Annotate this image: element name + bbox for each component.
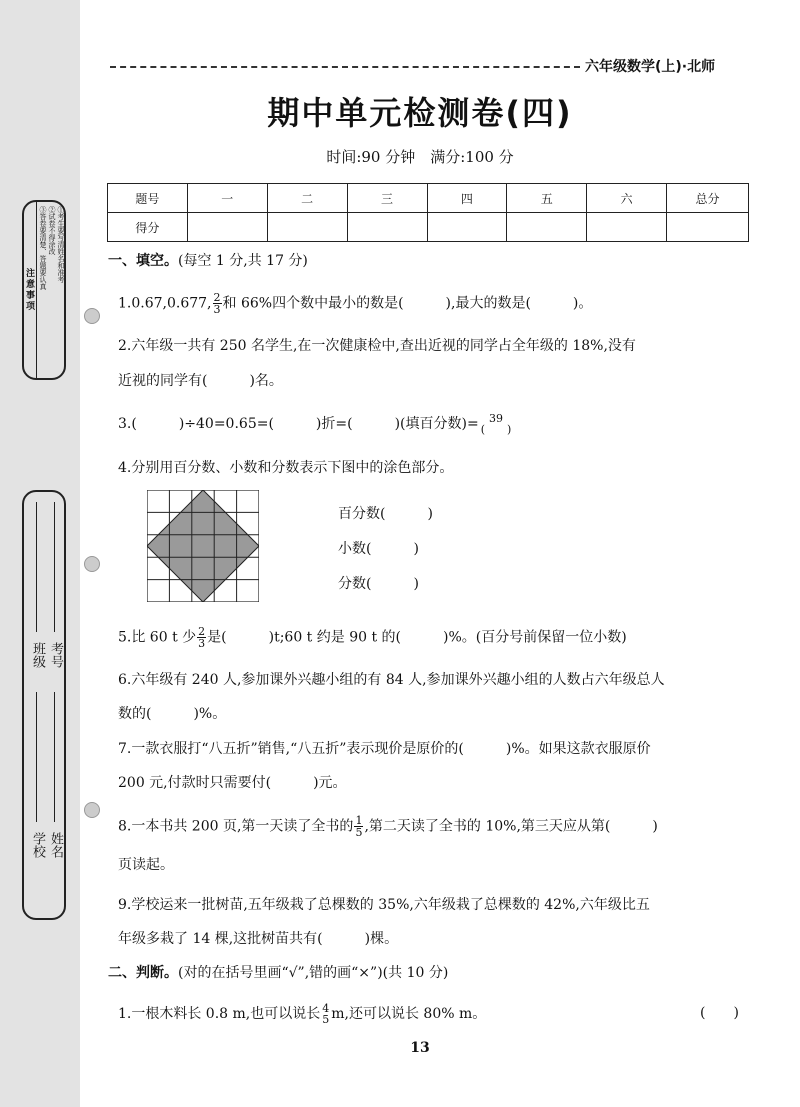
binding-hole — [84, 308, 100, 324]
class-label: 班级 — [30, 642, 45, 668]
question-5: 5.比 60 t 少 $\frac{2}{3}$ 是( )t;60 t 约是 90 t 的( )%。(百分号前保留一位小数) — [118, 625, 627, 650]
score-cell: 三 — [347, 184, 427, 213]
score-input-cell[interactable] — [187, 213, 267, 242]
score-input-cell[interactable] — [267, 213, 347, 242]
question-6-line-2: 数的( )%。 — [118, 706, 227, 722]
exam-info: 时间:90 分钟 满分:100 分 — [326, 148, 514, 166]
series-label: 六年级数学(上)·北师 — [585, 59, 716, 75]
binding-hole — [84, 556, 100, 572]
name-label: 姓名 — [48, 832, 63, 858]
judge-answer-blank[interactable]: ( ) — [700, 1005, 739, 1021]
score-cell: 得分 — [108, 213, 188, 242]
question-4: 4.分别用百分数、小数和分数表示下图中的涂色部分。 — [118, 460, 454, 476]
question-2-line-1: 2.六年级一共有 250 名学生,在一次健康检中,查出近视的同学占全年级的 18%,没有 — [118, 338, 636, 354]
score-table-header-row — [108, 184, 749, 213]
question-3: 3.( )÷40=0.65=( )折=( )(填百分数)= 39 ( ) — [118, 412, 512, 436]
exam-number-line — [54, 502, 55, 632]
score-input-cell[interactable] — [667, 213, 749, 242]
fraction: 39 ( ) — [480, 412, 512, 436]
fraction: $\frac{1}{5}$ — [355, 814, 363, 839]
notice-box — [22, 200, 66, 380]
percent-answer: 百分数( ) — [338, 506, 433, 522]
score-input-cell[interactable] — [347, 213, 427, 242]
header-rule — [110, 66, 580, 68]
question-1: 1.0.67,0.677, $\frac{2}{3}$ 和 66%四个数中最小的数是( ),最大的数是( )。 — [118, 291, 593, 316]
fraction-answer: 分数( ) — [338, 576, 419, 592]
question-7-line-2: 200 元,付款时只需要付( )元。 — [118, 775, 347, 791]
name-line — [54, 692, 55, 822]
score-input-cell[interactable] — [427, 213, 507, 242]
question-8-line-2: 页读起。 — [118, 857, 174, 873]
notice-body: ①考生要写清姓名和准考 ②试卷不得涂改 ③答卷要清楚、答题要认真 — [39, 206, 65, 290]
question-2-line-2: 近视的同学有( )名。 — [118, 373, 283, 389]
score-input-cell[interactable] — [507, 213, 587, 242]
score-cell: 五 — [507, 184, 587, 213]
score-cell: 一 — [187, 184, 267, 213]
class-line — [36, 502, 37, 632]
judge-question-1: 1.一根木料长 0.8 m,也可以说长 4 5 m,还可以说长 80% m。 — [118, 1002, 487, 1026]
question-9-line-2: 年级多栽了 14 棵,这批树苗共有( )棵。 — [118, 931, 399, 947]
school-line — [36, 692, 37, 822]
school-label: 学校 — [30, 832, 45, 858]
page-title: 期中单元检测卷(四) — [267, 94, 573, 132]
score-table-score-row — [108, 213, 749, 242]
fraction: $\frac{2}{3}$ — [198, 625, 206, 650]
notice-heading: 注意事项 — [24, 202, 37, 378]
fraction: $\frac{2}{3}$ — [213, 291, 221, 316]
score-cell: 题号 — [108, 184, 188, 213]
score-cell: 四 — [427, 184, 507, 213]
score-table — [107, 183, 749, 242]
question-9-line-1: 9.学校运来一批树苗,五年级栽了总棵数的 35%,六年级栽了总棵数的 42%,六年级比五 — [118, 897, 650, 913]
binding-hole — [84, 802, 100, 818]
score-input-cell[interactable] — [587, 213, 667, 242]
section-2-heading: 二、判断。(对的在括号里画“√”,错的画“×”)(共 10 分) — [108, 965, 449, 981]
page-number: 13 — [410, 1040, 430, 1056]
question-7-line-1: 7.一款衣服打“八五折”销售,“八五折”表示现价是原价的( )%。如果这款衣服原价 — [118, 741, 651, 757]
exam-number-label: 考号 — [48, 642, 63, 668]
question-8: 8.一本书共 200 页,第一天读了全书的 $\frac{1}{5}$ ,第二天读了全书的 10%,第三天应从第( ) — [118, 814, 658, 839]
question-6-line-1: 6.六年级有 240 人,参加课外兴趣小组的有 84 人,参加课外兴趣小组的人数占六年级总人 — [118, 672, 665, 688]
fraction: 4 5 — [322, 1002, 330, 1026]
decimal-answer: 小数( ) — [338, 541, 419, 557]
student-info-box — [22, 490, 66, 920]
score-cell: 六 — [587, 184, 667, 213]
score-cell: 总分 — [667, 184, 749, 213]
shaded-grid-figure — [147, 490, 259, 602]
section-1-heading: 一、填空。(每空 1 分,共 17 分) — [108, 253, 308, 269]
score-cell: 二 — [267, 184, 347, 213]
